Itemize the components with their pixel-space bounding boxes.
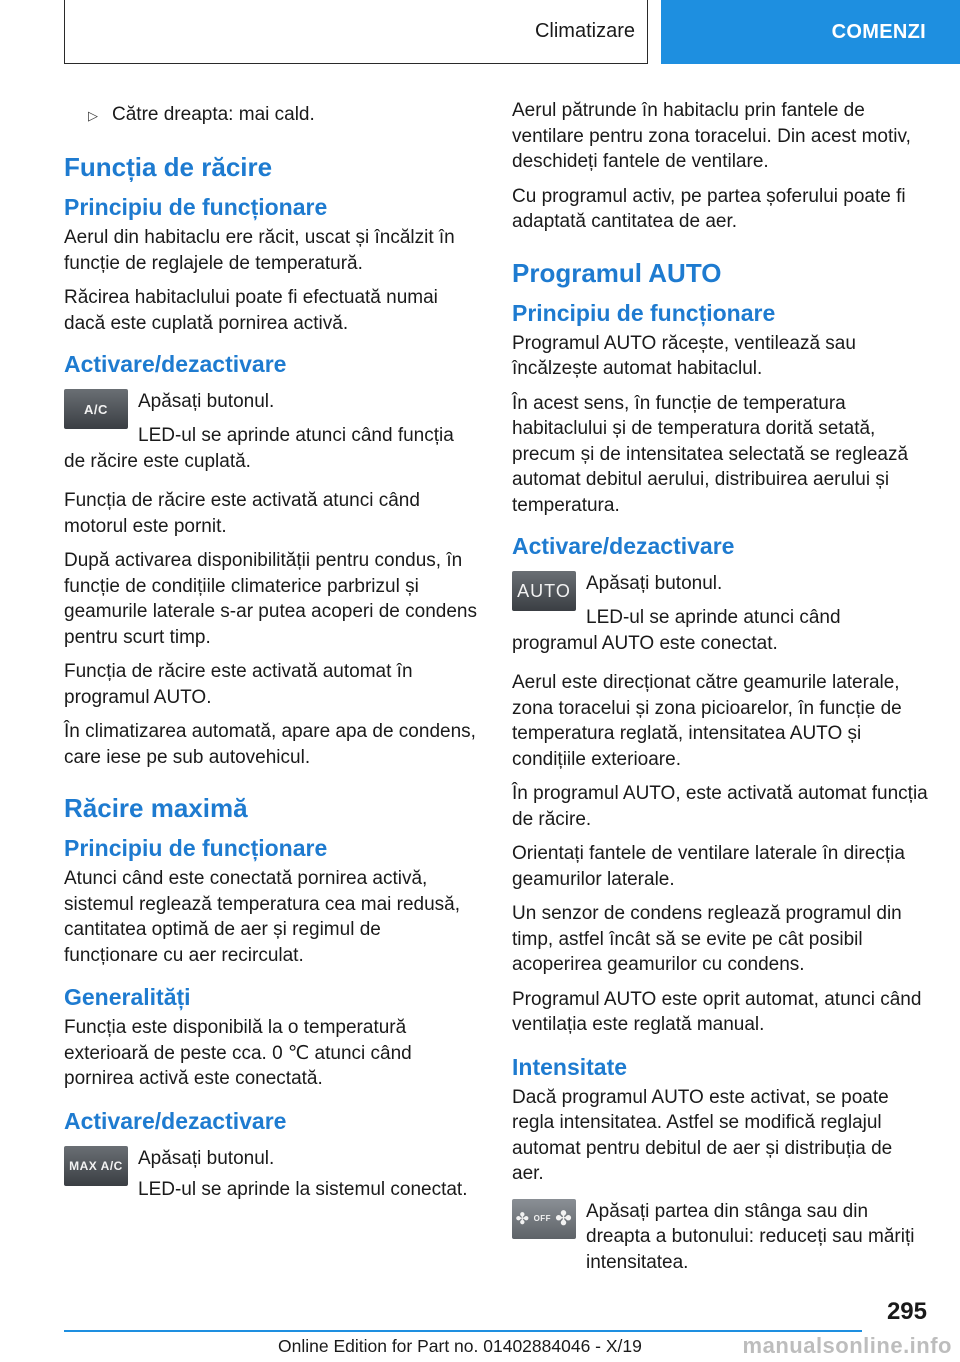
- header-chapter-tab[interactable]: COMENZI: [661, 0, 960, 64]
- auto-p4: Un senzor de condens reglează programul din timp, astfel încât să se evite pe cât posibil acoperirea geamurilor cu condens.: [512, 903, 902, 975]
- auto-activation-heading: Activare/dezactivare: [512, 533, 735, 559]
- auto-button-icon: AUTO: [512, 571, 576, 611]
- intro-p1: Aerul pătrunde în habitaclu prin fantele de ventilare pentru zona toracelui. Din acest motiv, deschideți fantele de ventilare.: [512, 100, 911, 172]
- ac-press-text: Apăsați butonul.: [138, 391, 275, 412]
- cooling-principle-heading: Principiu de funcționare: [64, 194, 328, 220]
- left-column: [64, 102, 480, 1209]
- footer-edition: Online Edition for Part no. 01402884046 - X/19: [278, 1336, 642, 1356]
- header-section-title: Climatizare: [64, 0, 648, 64]
- auto-p1: Aerul este direcționat către geamurile laterale, zona toracelui și zona picioarelor, în funcție de temperatura reglată, intensitatea AUTO și condițiile exterioare.: [512, 672, 902, 770]
- triangle-bullet-icon: ▷: [88, 108, 98, 123]
- page-number: 295: [886, 1298, 927, 1325]
- auto-principle-heading: Principiu de funcționare: [512, 299, 776, 326]
- auto-press-text: Apăsați butonul.: [586, 573, 723, 594]
- maxcool-principle-heading: Principiu de funcționare: [64, 835, 328, 861]
- fan-button-row: [512, 1199, 928, 1276]
- fan-small-icon: ✤: [515, 1210, 530, 1228]
- max-ac-button-icon: MAX A/C: [64, 1146, 128, 1186]
- maxcool-activation-heading: Activare/dezactivare: [64, 1107, 287, 1134]
- cooling-principle-p1: Aerul din habitaclu ere răcit, uscat și încălzit în funcție de reglajele de temperatură.: [64, 227, 455, 274]
- intensity-heading: Intensitate: [512, 1053, 628, 1080]
- auto-button-instructions: [586, 571, 722, 603]
- maxcool-general-heading: Generalități: [64, 984, 191, 1010]
- maxac-led-text: LED-ul se aprinde la sistemul conectat.: [138, 1179, 468, 1200]
- cooling-p3: Funcția de răcire este activată atunci când motorul este pornit.: [64, 490, 420, 537]
- right-column: [512, 98, 928, 1275]
- bullet-text: Către dreapta: mai cald.: [112, 104, 315, 125]
- cooling-p5: Funcția de răcire este activată automat în programul AUTO.: [64, 661, 413, 708]
- cooling-principle-p2: Răcirea habitaclului poate fi efectuată numai dacă este cuplată pornirea activă.: [64, 287, 438, 334]
- ac-led-text: LED-ul se aprinde atunci când funcția de răcire este cuplată.: [64, 425, 454, 472]
- cooling-activation-heading: Activare/dezactivare: [64, 351, 287, 377]
- bullet-item: [64, 102, 480, 129]
- fan-large-icon: ✤: [555, 1208, 573, 1230]
- auto-p3: Orientați fantele de ventilare laterale în direcția geamurilor laterale.: [512, 843, 905, 890]
- maxac-button-row: [64, 1146, 480, 1209]
- auto-principle-p1: Programul AUTO răcește, ventilează sau încălzește automat habitaclul.: [512, 332, 856, 379]
- auto-heading: Programul AUTO: [512, 257, 722, 288]
- auto-principle-p2: În acest sens, în funcție de temperatura habitaclului și de temperatura dorită setată, precum și de intensitatea selectată se reglează automat debitul aerului, distribuirea aerului și temperatura.: [512, 392, 909, 516]
- fan-act-text: Apăsați partea din stânga sau din dreapta a butonului: reduceți sau măriți intensitatea.: [586, 1200, 915, 1273]
- footer-divider: [64, 1330, 862, 1332]
- maxcool-principle-text: Atunci când este conectată pornirea activă, sistemul reglează temperatura cea mai redusă, cantitatea optimă de aer și regimul de funcționare cu aer recirculat.: [64, 868, 461, 966]
- ac-button-icon: A/C: [64, 389, 128, 429]
- maxac-button-instructions: [138, 1146, 468, 1209]
- fan-off-label: OFF: [533, 1214, 552, 1223]
- auto-p2: În programul AUTO, este activată automat funcția de răcire.: [512, 783, 928, 830]
- fan-button-instructions: [586, 1199, 928, 1276]
- maxac-press-text: Apăsați butonul.: [138, 1147, 275, 1169]
- auto-p5: Programul AUTO este oprit automat, atunci când ventilația este reglată manual.: [512, 988, 922, 1035]
- intensity-p1: Dacă programul AUTO este activat, se poate regla intensitatea. Astfel se modifică reglajul automat pentru debitul de aer și distribuția de aer.: [512, 1086, 893, 1184]
- intro-p2: Cu programul activ, pe partea șoferului poate fi adaptată cantitatea de aer.: [512, 185, 906, 232]
- fan-intensity-button-icon: [512, 1199, 576, 1239]
- cooling-p6: În climatizarea automată, apare apa de condens, care iese pe sub autovehicul.: [64, 721, 476, 768]
- watermark-text: manualsonline.info: [742, 1333, 952, 1358]
- auto-led-text: LED-ul se aprinde atunci când programul AUTO este conectat.: [512, 607, 841, 654]
- cooling-heading: Funcția de răcire: [64, 152, 273, 182]
- maxcool-general-text: Funcția este disponibilă la o temperatură exterioară de peste cca. 0 ℃ atunci când pornirea activă este conectată.: [64, 1017, 412, 1089]
- maxcool-heading: Răcire maximă: [64, 793, 248, 823]
- cooling-p4: După activarea disponibilității pentru condus, în funcție de condițiile climaterice parbrizul și geamurile laterale s-ar putea acoperi de condens pentru scurt timp.: [64, 550, 477, 648]
- ac-button-instructions: [138, 389, 274, 421]
